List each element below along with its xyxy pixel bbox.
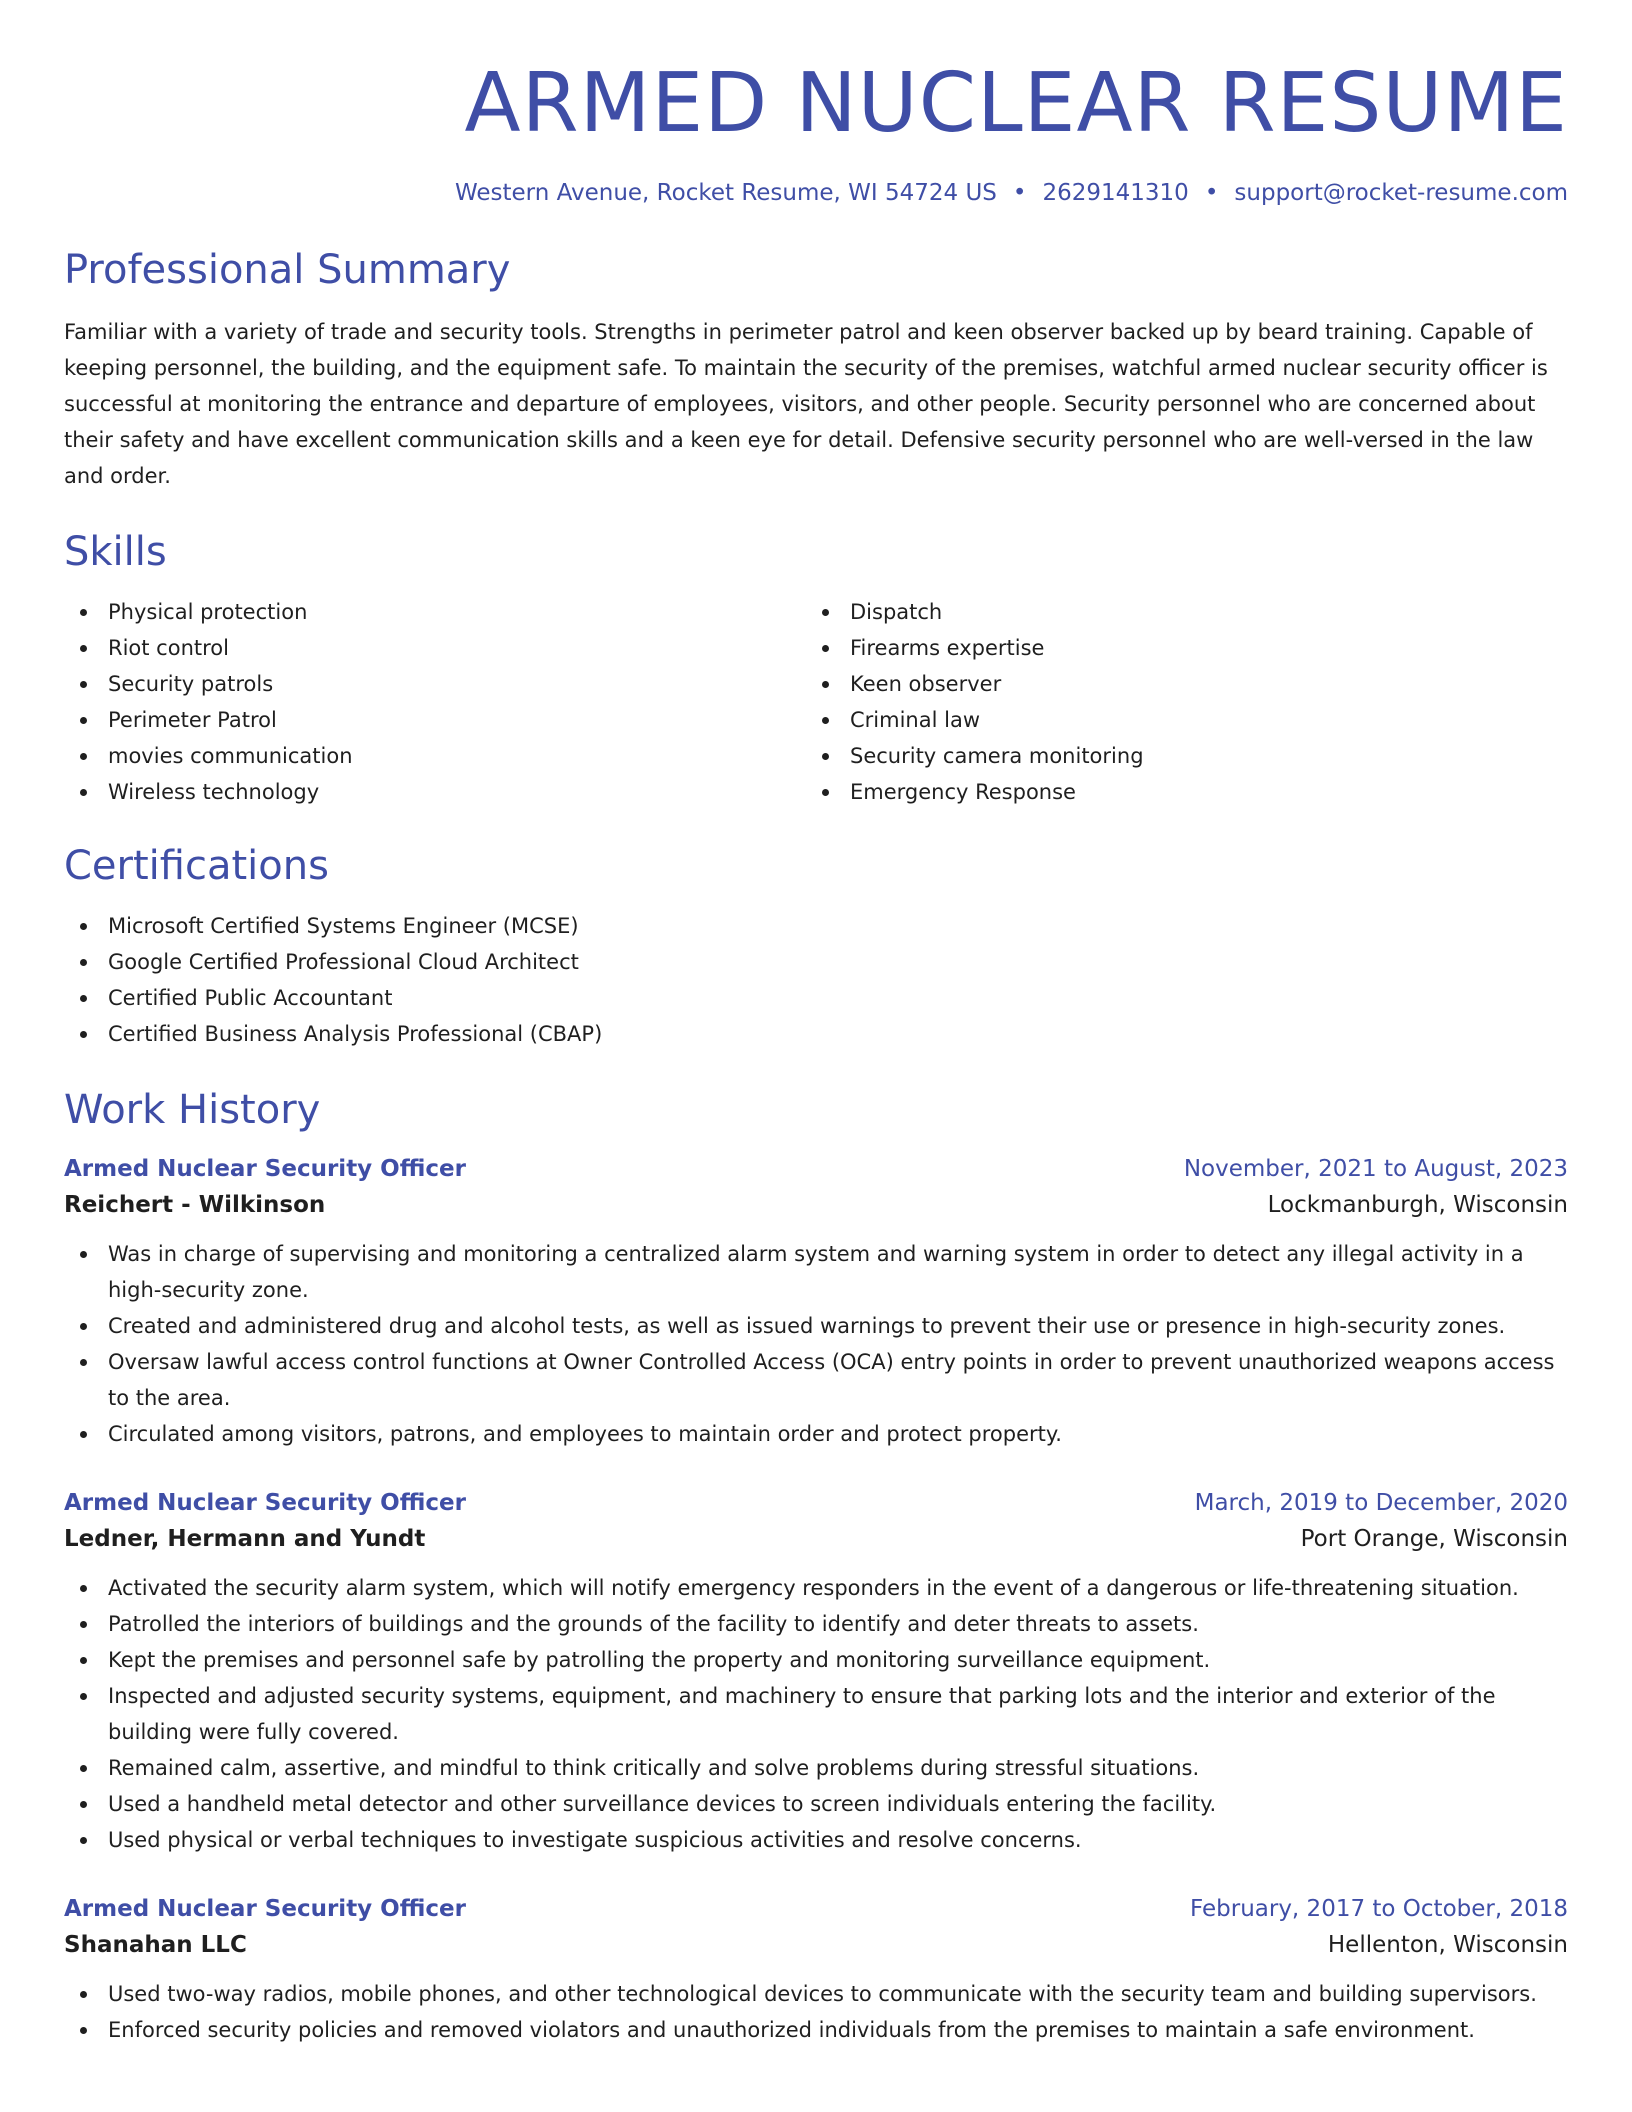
certification-item: Certified Public Accountant bbox=[64, 980, 1568, 1016]
skill-item: Dispatch bbox=[806, 594, 1548, 630]
job-title: Armed Nuclear Security Officer bbox=[64, 1896, 466, 1922]
job-company: Reichert - Wilkinson bbox=[64, 1192, 326, 1218]
job-location: Port Orange, Wisconsin bbox=[1300, 1526, 1568, 1552]
certification-item: Microsoft Certified Systems Engineer (MCSE) bbox=[64, 908, 1568, 944]
job-bullet: Oversaw lawful access control functions at Owner Controlled Access (OCA) entry points in order to prevent unauthorized weapons access to the area. bbox=[64, 1344, 1568, 1416]
job-bullet: Was in charge of supervising and monitoring a centralized alarm system and warning system in order to detect any illegal activity in a high-security zone. bbox=[64, 1236, 1568, 1308]
contact-separator: • bbox=[1204, 180, 1219, 206]
skills-grid bbox=[64, 594, 1568, 810]
job-company-row bbox=[64, 1926, 1568, 1964]
job-company-row bbox=[64, 1520, 1568, 1558]
job-entry bbox=[64, 1892, 1568, 2048]
skill-item: Riot control bbox=[64, 630, 806, 666]
skills-column-right bbox=[806, 594, 1548, 810]
job-bullet: Activated the security alarm system, which will notify emergency responders in the event of a dangerous or life-threatening situation. bbox=[64, 1570, 1568, 1606]
skill-item: Wireless technology bbox=[64, 774, 806, 810]
certifications-list bbox=[64, 908, 1568, 1052]
job-company: Shanahan LLC bbox=[64, 1932, 247, 1958]
job-location: Lockmanburgh, Wisconsin bbox=[1267, 1192, 1568, 1218]
contact-phone: 2629141310 bbox=[1042, 180, 1189, 206]
job-title: Armed Nuclear Security Officer bbox=[64, 1490, 466, 1516]
certifications-heading: Certifications bbox=[64, 843, 329, 889]
job-header-row bbox=[64, 1892, 1568, 1926]
skill-item: Security camera monitoring bbox=[806, 738, 1548, 774]
skill-item: Security patrols bbox=[64, 666, 806, 702]
job-header-row bbox=[64, 1486, 1568, 1520]
skill-item: Physical protection bbox=[64, 594, 806, 630]
job-location: Hellenton, Wisconsin bbox=[1327, 1932, 1568, 1958]
skill-item: Criminal law bbox=[806, 702, 1548, 738]
skills-heading: Skills bbox=[64, 529, 167, 575]
skill-item: Keen observer bbox=[806, 666, 1548, 702]
job-entry bbox=[64, 1486, 1568, 1858]
job-bullet: Circulated among visitors, patrons, and employees to maintain order and protect property. bbox=[64, 1416, 1568, 1452]
skills-list-right bbox=[806, 594, 1548, 810]
job-bullet: Created and administered drug and alcohol tests, as well as issued warnings to prevent their use or presence in high-security zones. bbox=[64, 1308, 1568, 1344]
job-dates: March, 2019 to December, 2020 bbox=[1194, 1490, 1568, 1516]
job-bullet: Enforced security policies and removed violators and unauthorized individuals from the premises to maintain a safe environment. bbox=[64, 2012, 1568, 2048]
work-history-heading: Work History bbox=[64, 1087, 321, 1133]
resume-name: ARMED NUCLEAR RESUME bbox=[464, 56, 1568, 151]
job-bullets bbox=[64, 1570, 1568, 1858]
skill-item: movies communication bbox=[64, 738, 806, 774]
skill-item: Emergency Response bbox=[806, 774, 1548, 810]
job-bullet: Patrolled the interiors of buildings and the grounds of the facility to identify and deter threats to assets. bbox=[64, 1606, 1568, 1642]
job-dates: November, 2021 to August, 2023 bbox=[1183, 1156, 1568, 1182]
skill-item: Firearms expertise bbox=[806, 630, 1548, 666]
job-header-row bbox=[64, 1152, 1568, 1186]
job-bullet: Inspected and adjusted security systems, equipment, and machinery to ensure that parking lots and the interior and exterior of the building were fully covered. bbox=[64, 1678, 1568, 1750]
job-entry bbox=[64, 1152, 1568, 1452]
skill-item: Perimeter Patrol bbox=[64, 702, 806, 738]
job-dates: February, 2017 to October, 2018 bbox=[1190, 1896, 1568, 1922]
work-history-list bbox=[64, 1152, 1568, 2048]
job-title: Armed Nuclear Security Officer bbox=[64, 1156, 466, 1182]
job-bullet: Remained calm, assertive, and mindful to think critically and solve problems during stressful situations. bbox=[64, 1750, 1568, 1786]
job-bullet: Kept the premises and personnel safe by patrolling the property and monitoring surveillance equipment. bbox=[64, 1642, 1568, 1678]
skills-column-left bbox=[64, 594, 806, 810]
job-bullets bbox=[64, 1976, 1568, 2048]
summary-text: Familiar with a variety of trade and security tools. Strengths in perimeter patrol and keen observer backed up by beard training. Capable of keeping personnel, the building, and the equipment safe. To maintain the security of the premises, watchful armed nuclear security officer is successful at monitoring the entrance and departure of employees, visitors, and other people. Security personnel who are concerned about their safety and have excellent communication skills and a keen eye for detail. Defensive security personnel who are well-versed in the law and order. bbox=[64, 320, 1548, 488]
job-company-row bbox=[64, 1186, 1568, 1224]
job-bullet: Used physical or verbal techniques to investigate suspicious activities and resolve concerns. bbox=[64, 1822, 1568, 1858]
skills-list-left bbox=[64, 594, 806, 810]
job-bullet: Used a handheld metal detector and other surveillance devices to screen individuals entering the facility. bbox=[64, 1786, 1568, 1822]
contact-separator: • bbox=[1012, 180, 1027, 206]
certification-item: Google Certified Professional Cloud Architect bbox=[64, 944, 1568, 980]
certification-item: Certified Business Analysis Professional (CBAP) bbox=[64, 1016, 1568, 1052]
contact-address: Western Avenue, Rocket Resume, WI 54724 US bbox=[454, 180, 997, 206]
summary-heading: Professional Summary bbox=[64, 247, 511, 293]
job-bullet: Used two-way radios, mobile phones, and other technological devices to communicate with the security team and building supervisors. bbox=[64, 1976, 1568, 2012]
contact-email[interactable]: support@rocket-resume.com bbox=[1234, 180, 1568, 206]
resume-page bbox=[64, 0, 1568, 2112]
contact-line bbox=[64, 178, 1568, 208]
job-company: Ledner, Hermann and Yundt bbox=[64, 1526, 426, 1552]
job-bullets bbox=[64, 1236, 1568, 1452]
